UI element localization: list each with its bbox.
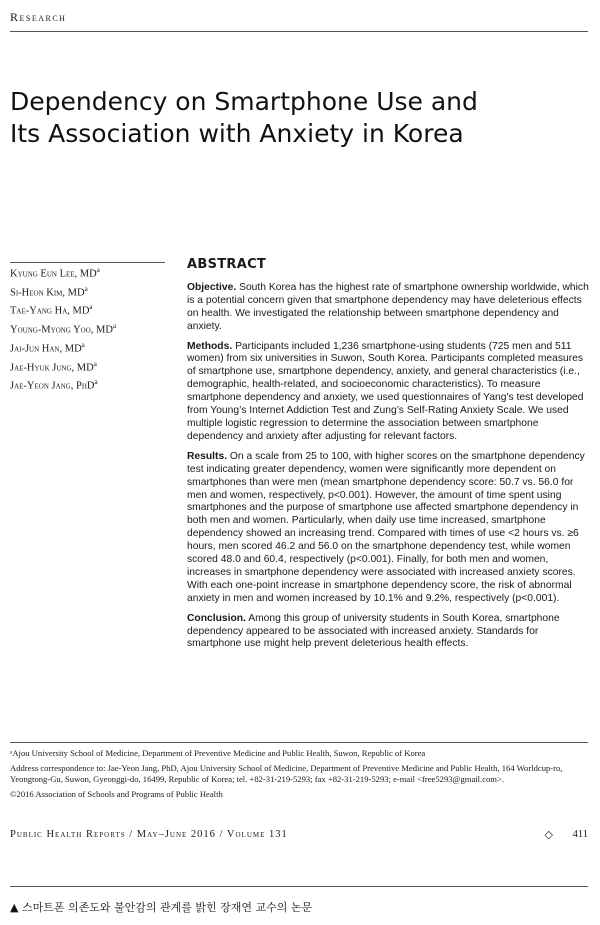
article-title (10, 86, 570, 150)
affiliation-note: ᵃAjou University School of Medicine, Department of Preventive Medicine and Public Health, Suwon, Republic of Korea (10, 748, 426, 758)
caption-rule (10, 886, 588, 887)
copyright-note: ©2016 Association of Schools and Programs of Public Health (10, 789, 223, 799)
abstract (187, 259, 589, 658)
author-item: Tae-Yang Ha, $MD^a$ (10, 303, 93, 317)
correspondence-note: Address correspondence to: Jae-Yeon Jang, PhD, Ajou University School of Medicine, Department of Preventive Medicine and Public Health, 164 Worldcup-ro, Yeongtong-Gu, Suwon, Gyeonggi-do, 16499, Republic of Korea; tel. +82-31-219-5293; fax +82-31-219-5293; e-mail <free5293@gmail.com>. (10, 763, 563, 784)
abstract-results: Results. On a scale from 25 to 100, with higher scores on the smartphone dependency test indicating greater dependency, women were significantly more dependent on smartphones than were men (mean smartphone dependency score: 50.7 vs. 56.0 for men and women, respectively, p<0.001). However, the amount of time spent using smartphones and the purpose of smartphone use affected smartphone dependency in both men and women. Particularly, when daily use time increased, smartphone dependency showed an increasing trend. Compared with times of use <2 hours vs. ≥6 hours, men scored 46.2 and 56.0 on the smartphone dependency test, while women scored 48.0 and 60.4, respectively (p<0.001). Finally, for both men and women, increases in smartphone dependency were associated with increased anxiety scores. With each one-point increase in smartphone dependency score, the risk of abnormal anxiety in men and women increased by 10.1% and 9.2%, respectively (p<0.001). (187, 450, 585, 604)
abstract-objective: Objective. South Korea has the highest rate of smartphone ownership worldwide, which is a potential concern given that smartphone dependency may have deleterious effects on health. We investigated the relationship between smartphone dependency and anxiety. (187, 281, 589, 332)
journal-footer (10, 829, 588, 840)
author-item: Kyung Eun Lee, $MD^a$ (10, 266, 100, 280)
author-item: Jae-Hyuk Jung, $MD^a$ (10, 359, 97, 374)
diamond-icon: ◇ (544, 829, 554, 841)
section-label: Research (10, 10, 67, 24)
author-item: Young-Myong Yoo, $MD^a$ (10, 322, 117, 336)
image-caption: ▲ 스마트폰 의존도와 불안감의 관계를 밝힌 장재연 교수의 논문 (10, 901, 313, 914)
author-list (10, 263, 165, 394)
author-item: Jae-Yeon Jang, PhD$^a$ (10, 378, 98, 392)
footnotes (10, 748, 590, 804)
author-item: Si-Heon Kim, $MD^a$ (10, 284, 88, 299)
title-line-2: Its Association with Anxiety in Korea (10, 119, 464, 148)
journal-citation: Public Health Reports / May–June 2016 / Volume 131 (10, 829, 288, 840)
title-line-1: Dependency on Smartphone Use and (10, 87, 478, 116)
header-rule (10, 31, 588, 32)
abstract-heading: ABSTRACT (187, 257, 267, 272)
author-item: Jai-Jun Han, $MD^a$ (10, 340, 85, 355)
abstract-methods: Methods. Participants included 1,236 smartphone-using students (725 men and 511 women) from six universities in Suwon, South Korea. Participants completed measures of smartphone use, smartphone dependency, anxiety, and general characteristics (i.e., demographic, health-related, and socioeconomic characteristics). To measure smartphone dependency and anxiety, we used questionnaires of Yang’s test developed from Young’s Internet Addiction Test and Zung’s Self-Rating Anxiety Scale. We used multiple logistic regression to determine the association between smartphone dependency and anxiety after adjusting for relevant factors. (187, 340, 584, 442)
page-number: 411 (572, 829, 588, 840)
footnote-rule (10, 742, 588, 743)
abstract-conclusion: Conclusion. Among this group of university students in South Korea, smartphone dependency appeared to be associated with increased anxiety. Standards for smartphone use might help prevent deleterious health effects. (187, 612, 560, 650)
